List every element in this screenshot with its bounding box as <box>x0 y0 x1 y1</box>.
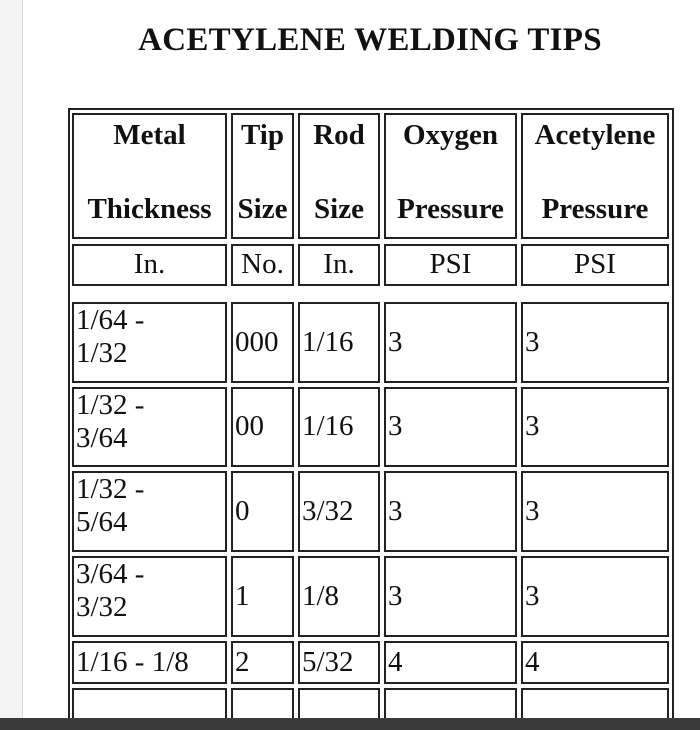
table-row-cell-thickness <box>72 556 227 637</box>
header-line: Oxygen <box>402 119 499 151</box>
header-oxygen-pressure <box>384 113 517 239</box>
thickness-from: 1/64 - <box>76 304 145 336</box>
header-line: Rod <box>313 119 365 151</box>
table-row-cell-rod: 3/32 <box>298 471 380 552</box>
table-row-cell-tip: 2 <box>231 641 294 684</box>
unit-acetylene: PSI <box>521 244 669 286</box>
header-line: Acetylene <box>534 119 656 151</box>
scan-bottom-edge <box>0 718 700 730</box>
table-row-cell-thickness: 1/16 - 1/8 <box>72 641 227 684</box>
table-row-cell-oxygen: 3 <box>384 471 517 552</box>
thickness-to: 1/32 <box>76 337 128 370</box>
unit-rod: In. <box>298 244 380 286</box>
table-row-cell-thickness <box>72 387 227 467</box>
table-row-cell-tip: 1 <box>231 556 294 637</box>
table-row-cell-rod: 1/8 <box>298 556 380 637</box>
thickness-to: 3/64 <box>76 422 128 455</box>
table-row-cell-acetylene: 3 <box>521 387 669 467</box>
table-row-cell-rod: 1/16 <box>298 302 380 383</box>
table-row-cell-oxygen: 3 <box>384 387 517 467</box>
table-row-cell-rod: 1/16 <box>298 387 380 467</box>
page-title: ACETYLENE WELDING TIPS <box>138 22 602 58</box>
table-row-cell-tip: 000 <box>231 302 294 383</box>
thickness-to: 3/32 <box>76 591 128 624</box>
unit-oxygen: PSI <box>384 244 517 286</box>
table-row-cell-rod: 5/32 <box>298 641 380 684</box>
unit-tip: No. <box>231 244 294 286</box>
header-line: Size <box>314 193 364 225</box>
table-row-cell-tip: 0 <box>231 471 294 552</box>
header-line: Pressure <box>397 193 504 225</box>
unit-thickness: In. <box>72 244 227 286</box>
table-row-cell-oxygen: 4 <box>384 641 517 684</box>
table-row-cell-acetylene: 3 <box>521 302 669 383</box>
thickness-from: 3/64 - <box>76 558 145 590</box>
table-row-cell-acetylene: 4 <box>521 641 669 684</box>
page-edge <box>0 0 23 730</box>
thickness-from: 1/32 - <box>76 389 145 421</box>
thickness-from: 1/32 - <box>76 473 145 505</box>
table-row-cell-acetylene: 3 <box>521 556 669 637</box>
table-row-cell-acetylene: 3 <box>521 471 669 552</box>
header-rod-size <box>298 113 380 239</box>
table-row-cell-oxygen: 3 <box>384 556 517 637</box>
table-row-cell-thickness <box>72 302 227 383</box>
header-acetylene-pressure <box>521 113 669 239</box>
header-line: Pressure <box>541 193 649 225</box>
header-line: Metal <box>113 119 186 151</box>
thickness-to: 5/64 <box>76 506 128 539</box>
table-row-cell-thickness <box>72 471 227 552</box>
header-line: Tip <box>240 119 284 151</box>
table-row-cell-tip: 00 <box>231 387 294 467</box>
table-row-cell-oxygen: 3 <box>384 302 517 383</box>
header-tip-size <box>231 113 294 239</box>
header-metal-thickness <box>72 113 227 239</box>
header-line: Size <box>237 193 288 225</box>
header-line: Thickness <box>87 193 212 225</box>
